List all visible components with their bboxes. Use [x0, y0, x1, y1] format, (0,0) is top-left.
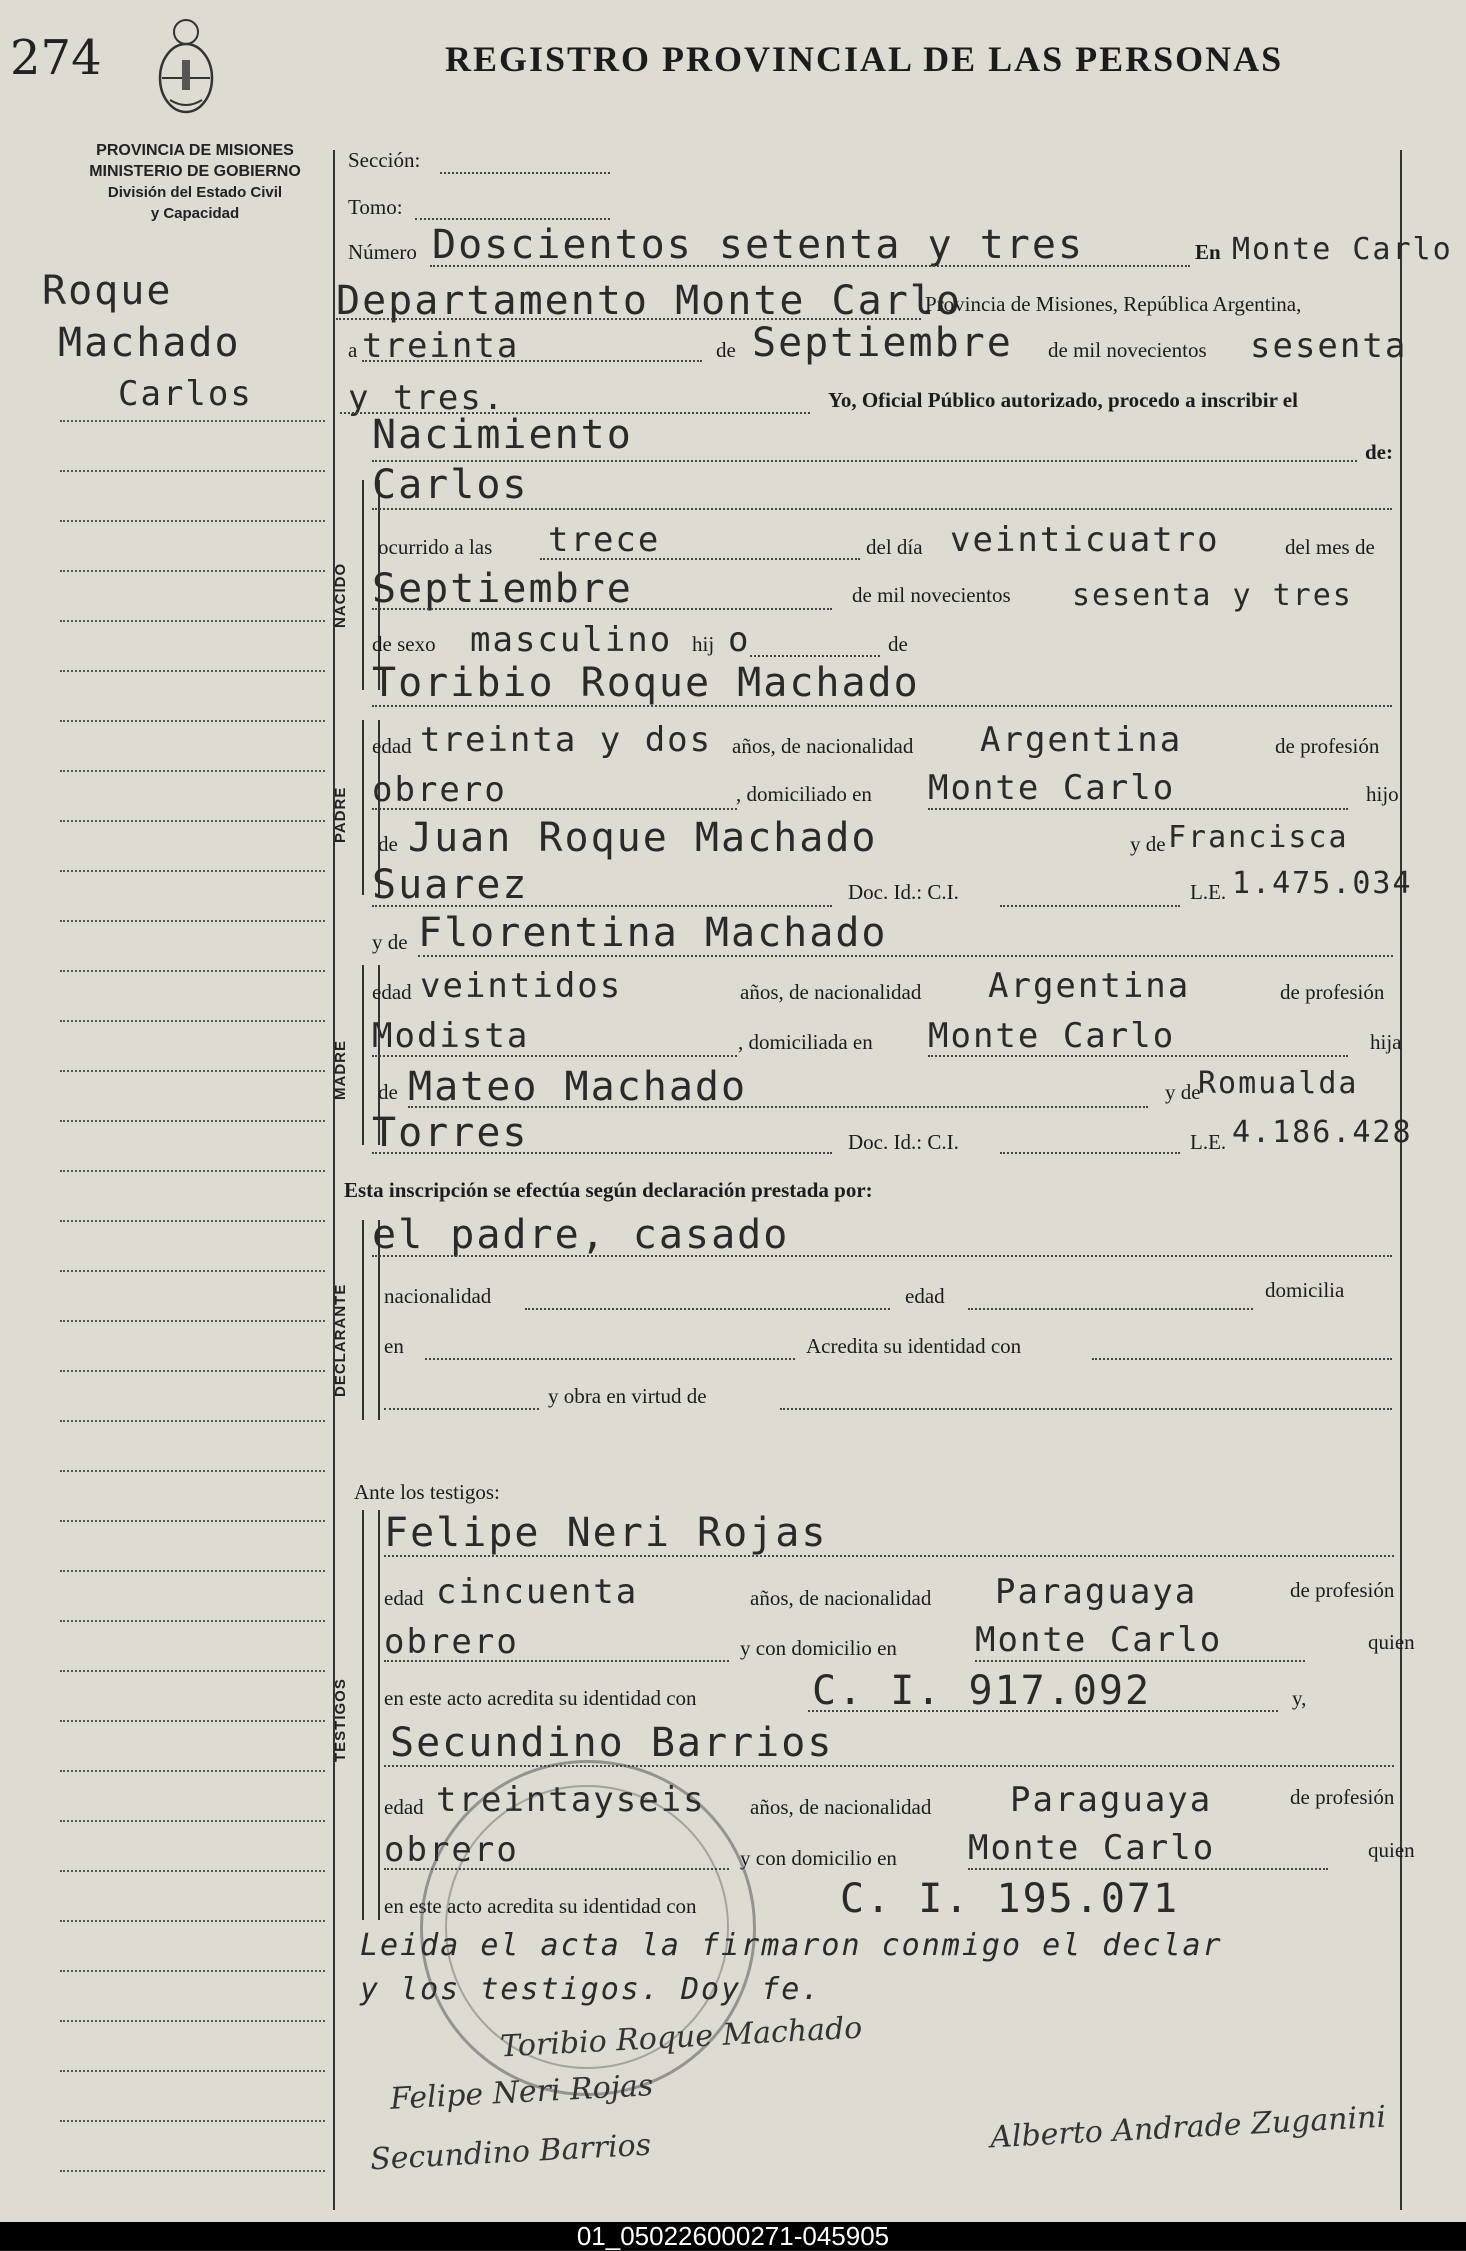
label-de-colon: de:	[1365, 440, 1393, 464]
margin-dotted-line	[60, 1720, 325, 1722]
value-madre-dom: Monte Carlo	[928, 1016, 1176, 1056]
value-numero: Doscientos setenta y tres	[432, 222, 1085, 268]
margin-dotted-line	[60, 1770, 325, 1772]
value-abuela-p2: Suarez	[372, 862, 529, 908]
right-border	[1400, 150, 1402, 2210]
label-hijo: hijo	[1366, 782, 1399, 806]
margin-dotted-line	[60, 2170, 325, 2172]
label-en: En	[1195, 240, 1221, 264]
closing-line-2: y los testigos. Doy fe.	[360, 1972, 822, 2007]
label-del-dia: del día	[866, 535, 923, 559]
label-provincia: Provincia de Misiones, República Argentina,	[925, 292, 1302, 316]
value-padre-nombre: Toribio Roque Machado	[372, 660, 920, 706]
margin-dotted-line	[60, 520, 325, 522]
label-le: L.E.	[1190, 880, 1227, 904]
value-t1-nac: Paraguaya	[995, 1572, 1198, 1612]
value-sexo: masculino	[470, 620, 673, 660]
label-t1-prof: de profesión	[1290, 1578, 1395, 1602]
label-hija: hija	[1370, 1030, 1402, 1054]
value-abuela-m1: Romualda	[1198, 1066, 1359, 1101]
value-t1-doc: C. I. 917.092	[812, 1668, 1152, 1714]
office-line: y Capacidad	[150, 205, 240, 222]
margin-dotted-line	[60, 1870, 325, 1872]
value-padre-nac: Argentina	[980, 720, 1183, 760]
label-hij: hij	[692, 632, 715, 656]
label-t2-quien: quien	[1368, 1838, 1415, 1862]
side-label-declarante: DECLARANTE	[332, 1283, 349, 1397]
label-edad: edad	[372, 734, 412, 758]
margin-dotted-line	[60, 670, 325, 672]
margin-dotted-line	[60, 970, 325, 972]
label-t1-edad: edad	[384, 1586, 424, 1610]
signature-witness-1: Felipe Neri Rojas	[389, 2068, 655, 2117]
label-nacionalidad: nacionalidad	[384, 1284, 492, 1308]
margin-dotted-line	[60, 1020, 325, 1022]
label-domiciliado: , domiciliado en	[736, 782, 872, 806]
section-bar	[362, 1510, 380, 1920]
label-de-juan: de	[378, 832, 398, 856]
value-padre-dom: Monte Carlo	[928, 768, 1176, 808]
footer-code: 01_050226000271-045905	[0, 2222, 1466, 2250]
margin-dotted-line	[60, 820, 325, 822]
margin-dotted-line	[60, 1920, 325, 1922]
side-label-testigos: TESTIGOS	[332, 1678, 349, 1762]
label-doc-madre: Doc. Id.: C.I.	[848, 1130, 959, 1154]
value-departamento: Departamento Monte Carlo	[336, 278, 962, 324]
value-anio: sesenta	[1250, 326, 1408, 366]
margin-dotted-line	[60, 2020, 325, 2022]
margin-dotted-line	[60, 1220, 325, 1222]
value-t1-dom: Monte Carlo	[975, 1620, 1223, 1660]
value-abuelo-p: Juan Roque Machado	[408, 815, 878, 861]
value-madre-prof: Modista	[372, 1016, 530, 1056]
label-tomo: Tomo:	[348, 195, 403, 219]
label-y-de: y de	[1130, 832, 1166, 856]
value-t1-prof: obrero	[384, 1622, 519, 1662]
value-t2-dom: Monte Carlo	[968, 1828, 1216, 1868]
label-seccion: Sección:	[348, 148, 421, 172]
office-header	[60, 140, 330, 224]
margin-dotted-line	[60, 1620, 325, 1622]
closing-line-1: Leida el acta la firmaron conmigo el declar	[360, 1928, 1223, 1963]
label-de-mil: de mil novecientos	[1048, 338, 1207, 362]
label-inscripcion: Esta inscripción se efectúa según declaración prestada por:	[344, 1178, 873, 1202]
value-dia-nac: veinticuatro	[950, 520, 1220, 560]
value-dia: treinta	[362, 326, 520, 366]
label-y-de-madre: y de	[372, 930, 408, 954]
label-le-madre: L.E.	[1190, 1130, 1227, 1154]
label-de-sexo: de sexo	[372, 632, 436, 656]
margin-dotted-line	[60, 470, 325, 472]
label-en-decl: en	[384, 1334, 404, 1358]
label-de-mil2: de mil novecientos	[852, 583, 1011, 607]
value-madre-nombre: Florentina Machado	[418, 910, 888, 956]
margin-dotted-line	[60, 1270, 325, 1272]
value-abuela-m2: Torres	[372, 1110, 529, 1156]
margin-dotted-line	[60, 1470, 325, 1472]
margin-dotted-line	[60, 1370, 325, 1372]
document-title: REGISTRO PROVINCIAL DE LAS PERSONAS	[445, 39, 1284, 79]
value-t2-edad: treintayseis	[436, 1780, 706, 1820]
label-t2-edad: edad	[384, 1795, 424, 1819]
label-edad-decl: edad	[905, 1284, 945, 1308]
label-t2-prof: de profesión	[1290, 1785, 1395, 1809]
value-mes-nac: Septiembre	[372, 566, 633, 612]
signature-official: Alberto Andrade Zuganini	[989, 2099, 1387, 2156]
value-t2-nac: Paraguaya	[1010, 1780, 1213, 1820]
label-t1-nac: años, de nacionalidad	[750, 1586, 932, 1610]
side-label-padre: PADRE	[332, 786, 349, 844]
margin-dotted-line	[60, 420, 325, 422]
label-acredita: Acredita su identidad con	[806, 1334, 1022, 1358]
value-acto: Nacimiento	[372, 412, 633, 458]
value-nombre: Carlos	[372, 462, 529, 508]
value-padre-le: 1.475.034	[1232, 866, 1413, 901]
margin-dotted-line	[60, 870, 325, 872]
label-de-profesion-madre: de profesión	[1280, 980, 1385, 1004]
value-mes: Septiembre	[752, 320, 1013, 366]
value-padre-edad: treinta y dos	[420, 720, 713, 760]
margin-dotted-line	[60, 920, 325, 922]
label-anios-nac-madre: años, de nacionalidad	[740, 980, 922, 1004]
value-padre-prof: obrero	[372, 770, 507, 810]
office-line: División del Estado Civil	[107, 184, 283, 201]
margin-dotted-line	[60, 1970, 325, 1972]
margin-dotted-line	[60, 570, 325, 572]
value-testigo2: Secundino Barrios	[390, 1720, 834, 1766]
margin-dotted-line	[60, 1120, 325, 1122]
value-hora: trece	[548, 520, 661, 560]
value-madre-nac: Argentina	[988, 966, 1191, 1006]
label-t1-quien: quien	[1368, 1630, 1415, 1654]
value-t1-edad: cincuenta	[436, 1572, 639, 1612]
margin-dotted-line	[60, 1520, 325, 1522]
label-y-de2: y de	[1165, 1080, 1201, 1104]
label-ocurrido: ocurrido a las	[378, 535, 493, 559]
value-madre-le: 4.186.428	[1232, 1115, 1413, 1150]
label-ante: Ante los testigos:	[354, 1480, 500, 1504]
value-t2-doc: C. I. 195.071	[840, 1876, 1180, 1922]
label-doc: Doc. Id.: C.I.	[848, 880, 959, 904]
label-t2-acredita: en este acto acredita su identidad con	[384, 1894, 697, 1918]
value-madre-edad: veintidos	[420, 966, 623, 1006]
label-anios-nac: años, de nacionalidad	[732, 734, 914, 758]
label-obra: y obra en virtud de	[548, 1384, 707, 1408]
label-t2-dom: y con domicilio en	[740, 1846, 897, 1870]
label-yo-oficial: Yo, Oficial Público autorizado, procedo a inscribir el	[828, 388, 1298, 412]
value-hij: o	[728, 620, 751, 660]
office-line: MINISTERIO DE GOBIERNO	[89, 163, 301, 180]
label-t1-acredita: en este acto acredita su identidad con	[384, 1686, 697, 1710]
value-testigo1: Felipe Neri Rojas	[384, 1510, 828, 1556]
margin-dotted-line	[60, 1320, 325, 1322]
value-t2-prof: obrero	[384, 1830, 519, 1870]
side-label-madre: MADRE	[332, 1040, 349, 1100]
value-abuelo-m: Mateo Machado	[408, 1064, 748, 1110]
side-label-nacido: NACIDO	[332, 562, 349, 628]
coat-of-arms-icon	[152, 10, 220, 120]
label-de-profesion: de profesión	[1275, 734, 1380, 758]
margin-dotted-line	[60, 1070, 325, 1072]
label-t2-nac: años, de nacionalidad	[750, 1795, 932, 1819]
label-t1-dom: y con domicilio en	[740, 1636, 897, 1660]
margin-border	[333, 150, 335, 2210]
label-domicilia: domicilia	[1265, 1278, 1345, 1302]
margin-dotted-line	[60, 1570, 325, 1572]
label-domiciliada: , domiciliada en	[738, 1030, 873, 1054]
margin-dotted-line	[60, 620, 325, 622]
value-anio-cont: y tres.	[348, 378, 506, 418]
signature-father: Toribio Roque Machado	[499, 2010, 864, 2065]
margin-surname: Roque	[42, 268, 173, 314]
label-de2: de	[888, 632, 908, 656]
value-declarante: el padre, casado	[372, 1212, 790, 1258]
margin-dotted-line	[60, 2070, 325, 2072]
signature-witness-2: Secundino Barrios	[369, 2127, 652, 2178]
margin-dotted-line	[60, 2120, 325, 2122]
office-line: PROVINCIA DE MISIONES	[96, 142, 294, 159]
value-anio-nac: sesenta y tres	[1072, 578, 1353, 613]
label-de: de	[716, 338, 736, 362]
margin-dotted-line	[60, 720, 325, 722]
margin-dotted-line	[60, 770, 325, 772]
margin-given-name: Carlos	[118, 374, 253, 414]
label-edad-madre: edad	[372, 980, 412, 1004]
value-en-lugar: Monte Carlo	[1232, 232, 1453, 267]
label-a: a	[348, 338, 358, 362]
label-numero: Número	[348, 240, 417, 264]
margin-dotted-line	[60, 1820, 325, 1822]
margin-dotted-line	[60, 1670, 325, 1672]
margin-second-surname: Machado	[58, 320, 241, 366]
label-y-coma: y,	[1292, 1686, 1307, 1710]
value-abuela-p1: Francisca	[1168, 820, 1349, 855]
label-de-mateo: de	[378, 1080, 398, 1104]
label-del-mes: del mes de	[1285, 535, 1375, 559]
folio-number: 274	[10, 30, 102, 86]
margin-dotted-line	[60, 1170, 325, 1172]
margin-dotted-line	[60, 1420, 325, 1422]
